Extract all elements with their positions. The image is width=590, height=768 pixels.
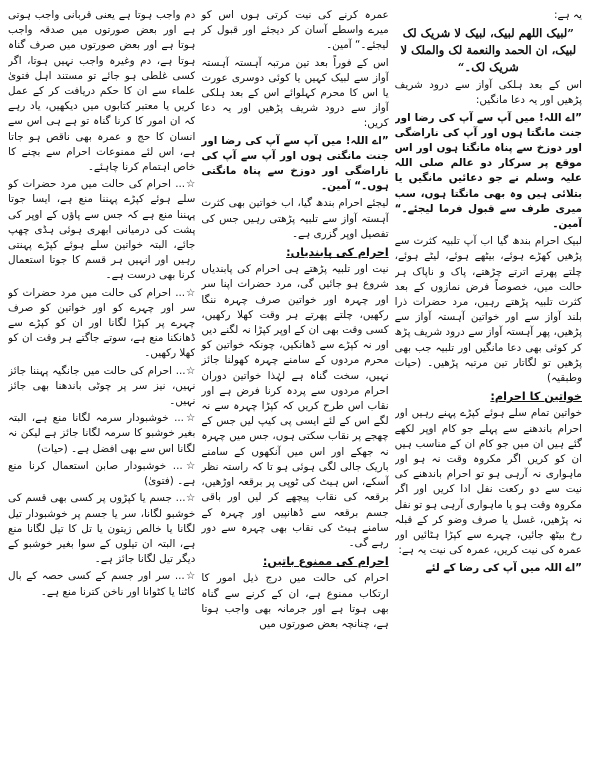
paragraph: ☆... جسم یا کپڑوں پر کسی بھی قسم کی خوشبو لگانا، سر یا جسم پر خوشبودار تیل لگانا یا خالص زیتون یا تل کا تیل لگانا منع ہے، البتہ ان تیلوں کے سوا بغیر خوشبو کے دیگر تیل لگانا جائز ہے۔ <box>8 492 196 566</box>
dua-quote: ”اے اللہ میں آپ کی رضا کے لئے <box>425 561 582 574</box>
dua-quote: ”اے اللہ! میں آپ سے آپ کی رضا اور جنت مانگتی ہوں اور آپ سے آپ کی ناراضگی اور دوزخ سے پناہ مانگتی ہوں۔“ آمین۔ <box>201 134 389 193</box>
column-left <box>8 8 195 762</box>
paragraph: ☆... احرام کی حالت میں مرد حضرات کو سلے ہوئے کپڑے پہننا منع ہے، ایسا جوتا پہننا منع ہے کہ جس سے پاؤں کے اوپر کی پشت کی درمیانی ابھری ہوئی ہڈی چھپ جائے، البتہ خواتین سلے ہوئے کپڑے پہنتی رہیں اور انہیں ہر قسم کا جوتا استعمال کرنا بھی درست ہے۔ <box>8 178 196 282</box>
paragraph: ☆... احرام کی حالت میں مرد حضرات کو سر اور چہرے کو اور خواتین کو صرف چہرے پر کپڑا لگانا اور ان کو کپڑے سے ڈھانکنا منع ہے، سوتے جاگتے ہر وقت ان کو کھلا رکھیں۔ <box>8 286 196 360</box>
paragraph: ☆... احرام کی حالت میں جانگیہ پہننا جائز نہیں، نیز سر پر چوٹی باندھنا بھی جائز نہیں۔ <box>8 364 196 408</box>
paragraph: لبیک احرام بندھ گیا اب آپ تلبیہ کثرت سے پڑھیں کھڑے ہوئے، بیٹھے ہوئے، لیٹے ہوئے، چلتے پھرتے اترتے چڑھتے، پاک و ناپاک ہر حالت میں، خصوصاً فرض نمازوں کے بعد کثرت تلبیہ پڑھتے رہیں، مرد حضرات ذرا بلند آواز سے اور خواتین آہستہ آواز سے پڑھیں، پھر آہستہ آواز سے درود شریف پڑھ کر کوئی بھی دعا مانگیں اور تلبیہ جب بھی پڑھیں تو لگاتار تین مرتبہ پڑھیں۔ (حیات وطبقیہ) <box>394 235 582 385</box>
dua-quote: ”اے اللہ! میں آپ سے آپ کی رضا اور جنت مانگتا ہوں اور آپ کی ناراضگی اور دوزخ سے پناہ مانگتا ہوں اور اس موقع پر سرکار دو عالم صلی اللہ علیہ وسلم نے جو دعائیں مانگیں یا بتلائی ہیں وہ بھی مانگتا ہوں، سب میری طرف سے قبول فرما لیجئے۔“ آمین۔ <box>394 111 582 231</box>
section-heading: احرام کی ممنوع باتیں: <box>262 555 389 569</box>
paragraph: عمرہ کرنے کی نیت کرتی ہوں اس کو میرے واسطے آسان کر دیجئے اور قبول کر لیجئے۔“ آمین۔ <box>201 9 389 52</box>
paragraph: یہ ہے: <box>554 9 582 21</box>
section-heading: احرام کی پابندیاں: <box>286 246 389 260</box>
paragraph: دم واجب ہوتا ہے یعنی قربانی واجب ہوتی ہے اور بعض صورتوں میں صدقہ واجب ہوتا ہے اور بعض صورتوں میں صرف گناہ ہوتا ہے، دم وغیرہ واجب نہیں ہوتا، اگر کسی غلطی ہو جائے تو مستند اہل فتویٰ علماء سے ان کا حکم دریافت کر کے عمل کریں یا معتبر کتابوں میں دیکھیں، یاد رہے کہ ان امور کا کرنا گناہ تو ہے ہی اس سے انسان کا حج و عمرہ بھی ناقص ہو جاتا ہے، اس لئے ممنوعات احرام سے بچنے کا خاص اہتمام کرنا چاہئے۔ <box>8 9 196 174</box>
paragraph: ☆... سر اور جسم کے کسی حصہ کے بال کاٹنا یا کٹوانا اور ناخن کترنا منع ہے۔ <box>8 570 196 598</box>
paragraph: احرام کی حالت میں درج ذیل امور کا ارتکاب ممنوع ہے، ان کے کرنے سے گناہ بھی ہوتا ہے اور جرمانہ بھی واجب ہوتا ہے، چنانچہ بعض صورتوں میں <box>201 572 389 630</box>
paragraph: نیت اور تلبیہ پڑھتے ہی احرام کی پابندیاں شروع ہو جائیں گی، مرد حضرات اپنا سر اور چہرہ اور خواتین صرف چہرہ ننگا رکھیں، چلتے پھرتے ہر وقت کھلا رکھیں، کسی وقت بھی ان کے اوپر کپڑا نہ لگنے دیں اور نہ کپڑے سے ڈھانکیں، چونکہ خواتین کو محرم مردوں کے سامنے چہرہ کھولنا جائز نہیں، سخت گناہ ہے لہٰذا خواتین دوران احرام مردوں سے پردہ کرنا فرض ہے اور نقاب اس طرح کریں کہ کپڑا چہرہ سے نہ لگے اس کے لئے ایسی پی کیپ لیں جس کے چھجے پر نقاب سکتی ہوں، جس میں چہرہ نہ جھکے اور اس میں آنکھوں کے سامنے باریک جالی لگی ہوئی ہو تا کہ راستہ نظر آسکے، اس ہیٹ کی ٹوپی پر برقعہ اوڑھیں، برقعہ کی نقاب پیچھے کر لیں اور باقی جسم برقعہ سے ڈھانپیں اور چہرہ کے سامنے ہیٹ کی نقاب بھی چہرہ سے دور رہے گی۔ <box>201 263 389 549</box>
arabic-talbiyah: ”لبیک اللھم لبیک، لبیک لا شریک لک لبیک، ان الحمد والنعمة لک والملک لا شریک لک۔“ <box>400 26 577 75</box>
paragraph: اس کے فوراً بعد تین مرتبہ آہستہ آہستہ آواز سے لبیک کہیں یا کوئی دوسری عورت یا اس کا محرم کہلوائے اس کے بعد ہلکی آواز سے درود شریف پڑھیں اور یہ دعا کریں: <box>201 56 389 130</box>
column-middle <box>201 8 388 762</box>
section-heading: خواتین کا احرام: <box>490 390 582 404</box>
paragraph: لیجئے احرام بندھ گیا، اب خواتین بھی کثرت آہستہ آواز سے تلبیہ پڑھتی رہیں جس کی تفصیل اوپر گزری ہے۔ <box>201 197 389 240</box>
column-right <box>395 8 582 762</box>
paragraph: ☆... خوشبودار صابن استعمال کرنا منع ہے۔ (فتویٰ) <box>8 459 196 488</box>
paragraph: خواتین تمام سلے ہوئے کپڑے پہنے رہیں اور احرام باندھنے سے پہلے جو کام اوپر لکھے گئے ہیں ان میں جو کام ان کے مناسب ہیں ان کو کریں اگر مکروہ وقت نہ ہو اور ماہواری نہ آرہی ہو تو احرام باندھنے کی نیت سے دو رکعت نفل ادا کریں اور اگر مکروہ وقت ہو یا ماہواری آرہی ہو تو نفل نہ پڑھیں، غسل یا صرف وضو کر کے قبلہ رخ بیٹھ جائیں، چہرے سے کپڑا ہٹائیں اور عمرہ کی نیت کریں، عمرہ کی نیت یہ ہے: <box>394 407 582 557</box>
text-columns <box>8 8 582 762</box>
paragraph: ☆... خوشبودار سرمہ لگانا منع ہے، البتہ بغیر خوشبو کا سرمہ لگانا جائز ہے لیکن نہ لگانا اس سے بھی افضل ہے۔ (حیات) <box>8 412 196 455</box>
paragraph: اس کے بعد ہلکی آواز سے درود شریف پڑھیں اور یہ دعا مانگیں: <box>394 79 582 107</box>
